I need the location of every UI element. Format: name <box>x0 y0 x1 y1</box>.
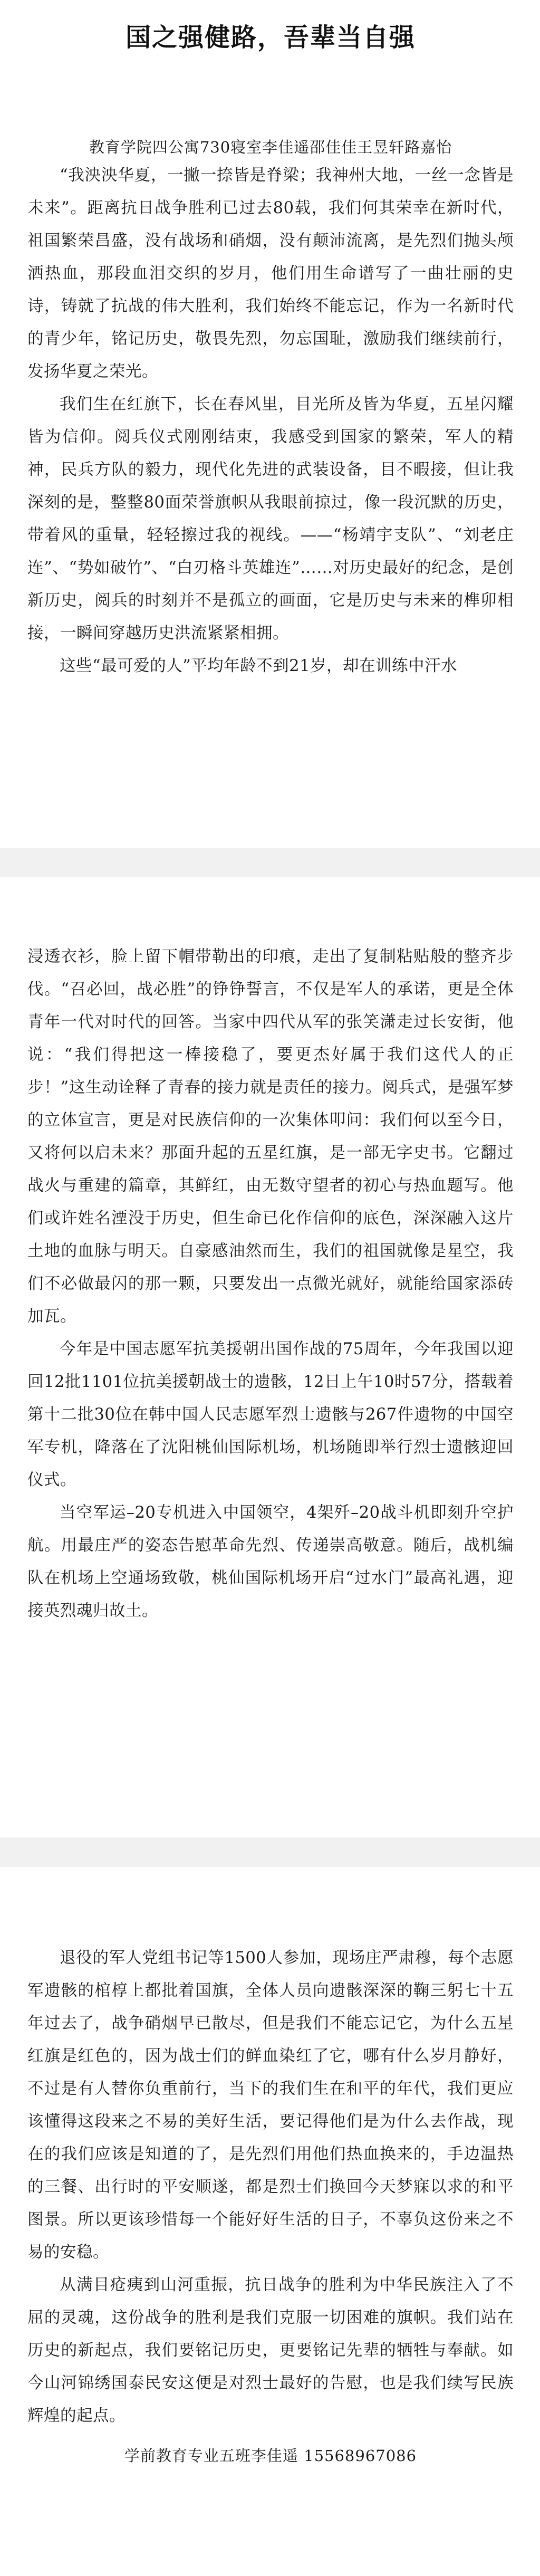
paragraph: 这些“最可爱的人”平均年龄不到21岁，却在训练中汗水 <box>60 657 457 675</box>
signature-line: 学前教育专业五班李佳遥 15568967086 <box>124 2447 417 2465</box>
paragraph: 退役的军人党组书记等1500人参加，现场庄严肃穆，每个志愿军遗骸的棺椁上都批着国旗，全体人员向遗骸深深的鞠三躬七十五年过去了，战争硝烟早已散尽，但是我们不能忘记它，为什么五星红旗是红色的，因为战士们的鲜血染红了它，哪有什么岁月静好，不过是有人替你负重前行，当下的我们生在和平的年代，我们更应该懂得这段来之不易的美好生活，要记得他们是为什么去作战，现在的我们应该是知道的了，是先烈们用他们热血换来的，手边温热的三餐、出行时的平安顺遂，都是烈士们换回今天梦寐以求的和平图景。所以更该珍惜每一个能好好生活的日子，不辜负这份来之不易的安稳。 <box>27 1949 514 2262</box>
paragraph: 浸透衣衫，脸上留下帽带勒出的印痕，走出了复制粘贴般的整齐步伐。“召必回，战必胜”的铮铮誓言，不仅是军人的承诺，更是全体青年一代对时代的回答。当家中四代从军的张笑潇走过长安街，他说：“我们得把这一棒接稳了，要更杰好属于我们这代人的正步！”这生动诠释了青春的接力就是责任的接力。阅兵式，是强军梦的立体宣言，更是对民族信仰的一次集体叩问：我们何以至今日，又将何以启未来？那面升起的五星红旗，是一部无字史书。它翻过战火与重建的篇章，其鲜红，由无数守望者的初心与热血题写。他们或许姓名湮没于历史，但生命已化作信仰的底色，深深融入这片土地的血脉与明天。自豪感油然而生，我们的祖国就像是星空，我们不必做最闪的那一颗，只要发出一点微光就好，就能给国家添砖加瓦。 <box>27 947 514 1326</box>
page-break <box>0 848 540 877</box>
sheet-1-body <box>27 159 514 683</box>
page-sheet-3 <box>0 1867 540 2576</box>
page-break <box>0 1837 540 1867</box>
paragraph: 我们生在红旗下，长在春风里，目光所及皆为华夏，五星闪耀皆为信仰。阅兵仪式刚刚结束，我感受到国家的繁荣，军人的精神，民兵方队的毅力，现代化先进的武装设备，目不暇接，但让我深刻的是，整整80面荣誉旗帜从我眼前掠过，像一段沉默的历史，带着风的重量，轻轻擦过我的视线。——“杨靖宇支队”、“刘老庄连”、“势如破竹”、“白刃格斗英雄连”……对历史最好的纪念，是创新历史，阅兵的时刻并不是孤立的画面，它是历史与未来的榫卯相接，一瞬间穿越历史洪流紧紧相拥。 <box>27 395 514 643</box>
sheet-3-body <box>27 1867 514 2433</box>
paragraph: 今年是中国志愿军抗美援朝出国作战的75周年，今年我国以迎回12批1101位抗美援朝战士的遗骸，12日上午10时57分，搭载着第十二批30位在韩中国人民志愿军烈士遗骸与267件遗物的中国空军专机，降落在了沈阳桃仙国际机场，机场随即举行烈士遗骸迎回仪式。 <box>27 1340 514 1489</box>
essay-title: 国之强健路，吾辈当自强 <box>125 23 416 52</box>
paragraph: 当空军运–20专机进入中国领空，4架歼–20战斗机即刻升空护航。用最庄严的姿态告慰革命先烈、传递崇高敬意。随后，战机编队在机场上空通场致敬，桃仙国际机场开启“过水门”最高礼遇，迎接英烈魂归故土。 <box>27 1504 514 1620</box>
page-sheet-1 <box>0 0 540 848</box>
paragraph: 从满目疮痍到山河重振，抗日战争的胜利为中华民族注入了不屈的灵魂，这份战争的胜利是我们克服一切困难的旗帜。我们站在历史的新起点，我们要铭记历史，更要铭记先辈的牺牲与奉献。如今山河锦绣国泰民安这便是对烈士最好的告慰，也是我们续写民族辉煌的起点。 <box>27 2276 514 2425</box>
sheet-2-body <box>27 877 514 1627</box>
paragraph: “我泱泱华夏，一撇一捺皆是脊梁；我神州大地，一丝一念皆是未来”。距离抗日战争胜利已过去80载，我们何其荣幸在新时代，祖国繁荣昌盛，没有战场和硝烟，没有颠沛流离，是先烈们抛头颅洒热血，那段血泪交织的岁月，他们用生命谱写了一曲壮丽的史诗，铸就了抗战的伟大胜利，我们始终不能忘记，作为一名新时代的青少年，铭记历史，敬畏先烈，勿忘国耻，激励我们继续前行，发扬华夏之荣光。 <box>27 166 514 381</box>
author-line: 教育学院四公寓730寝室李佳遥邵佳佳王昱轩路嘉怡 <box>89 138 452 156</box>
page-sheet-2 <box>0 877 540 1837</box>
